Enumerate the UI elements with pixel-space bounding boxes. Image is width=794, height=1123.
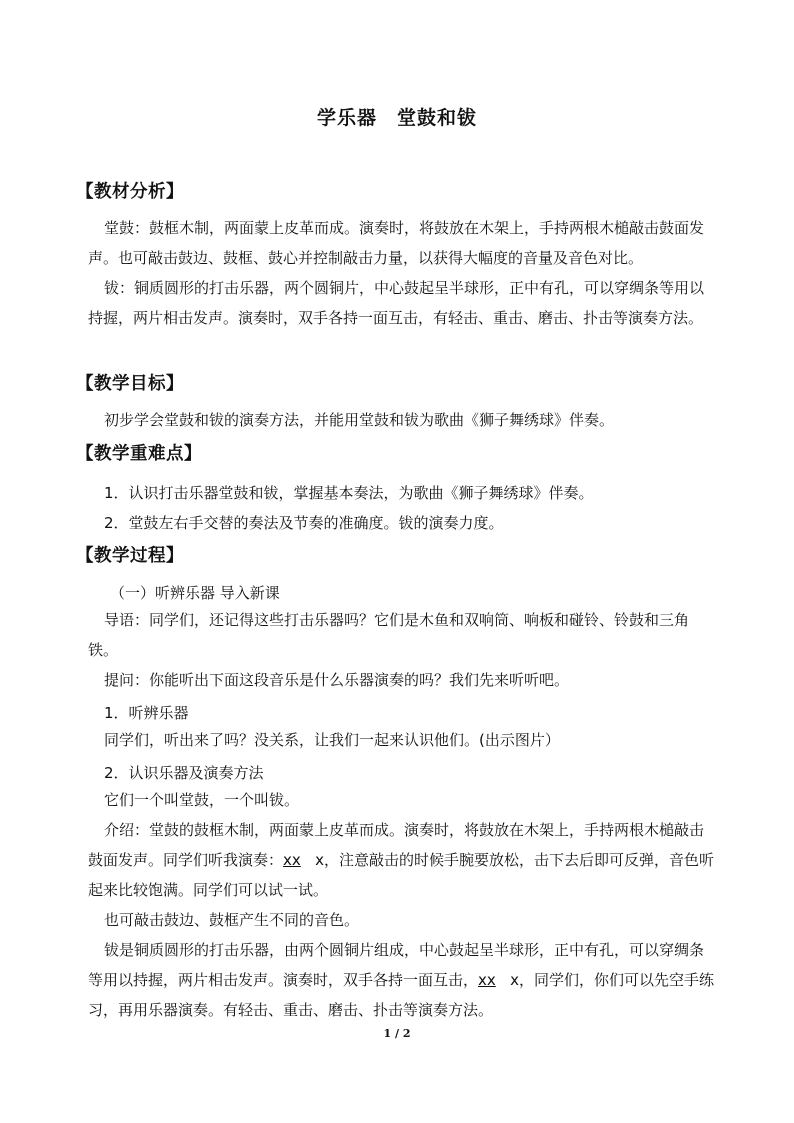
cymbal-intro-text: 钹是铜质圆形的打击乐器，由两个圆铜片组成，中心鼓起呈半球形，正中有孔，可以穿绸条等用以持握，两片相击发声。演奏时，双手各持一面互击， <box>88 941 705 989</box>
step-2-heading: 2．认识乐器及演奏方法 <box>104 764 264 782</box>
paragraph-step-1: 同学们，听出来了吗？没关系，让我们一起来认识他们。(出示图片） <box>104 731 560 749</box>
paragraph-drum-intro <box>88 815 718 905</box>
document-title: 学乐器 堂鼓和钹 <box>316 107 477 129</box>
cymbal-rhythm-eighth-notes: xx <box>478 971 496 989</box>
step-1-heading: 1．听辨乐器 <box>104 704 189 722</box>
process-subheading-1: （一）听辨乐器 导入新课 <box>110 584 280 602</box>
drum-intro-text: 介绍：堂鼓的鼓框木制，两面蒙上皮革而成。演奏时，将鼓放在木架上，手持两根木槌敲击鼓面发声。同学们听我演奏： <box>88 821 705 869</box>
drum-rhythm-quarter-note: x <box>315 851 324 869</box>
cymbal-rhythm-quarter-note: x <box>510 971 519 989</box>
key-point-item-1: 1．认识打击乐器堂鼓和钹，掌握基本奏法，为歌曲《狮子舞绣球》伴奏。 <box>104 484 594 502</box>
paragraph-goals: 初步学会堂鼓和钹的演奏方法，并能用堂鼓和钹为歌曲《狮子舞绣球》伴奏。 <box>104 411 615 429</box>
section-heading-process: 【教学过程】 <box>76 546 184 566</box>
paragraph-cymbal-description: 钹：铜质圆形的打击乐器，两个圆铜片，中心鼓起呈半球形，正中有孔，可以穿绸条等用以持握，两片相击发声。演奏时，双手各持一面互击，有轻击、重击、磨击、扑击等演奏方法。 <box>88 279 705 327</box>
paragraph-instrument-names: 它们一个叫堂鼓，一个叫钹。 <box>104 791 300 809</box>
page-number: 1 / 2 <box>383 1027 411 1040</box>
paragraph-drum-description: 堂鼓：鼓框木制，两面蒙上皮革而成。演奏时，将鼓放在木架上，手持两根木槌敲击鼓面发声。也可敲击鼓边、鼓框、鼓心并控制敲击力量，以获得大幅度的音量及音色对比。 <box>88 219 705 267</box>
paragraph-drum-edge: 也可敲击鼓边、鼓框产生不同的音色。 <box>104 911 360 929</box>
cymbal-intro-text-cont: ，同学们，你们可以先空手练习，再用乐器演奏。有轻击、重击、磨击、扑击等演奏方法。 <box>88 971 714 1019</box>
drum-rhythm-eighth-notes: xx <box>283 851 301 869</box>
section-heading-key-points: 【教学重难点】 <box>76 444 202 464</box>
key-point-item-2: 2．堂鼓左右手交替的奏法及节奏的准确度。钹的演奏力度。 <box>104 514 504 532</box>
paragraph-intro: 导语：同学们，还记得这些打击乐器吗？它们是木鱼和双响筒、响板和碰铃、铃鼓和三角铁。 <box>88 611 690 659</box>
drum-intro-text-cont: ，注意敲击的时候手腕要放松，击下去后即可反弹，音色听起来比较饱满。同学们可以试一试。 <box>88 851 714 899</box>
section-heading-analysis: 【教材分析】 <box>76 182 184 202</box>
section-heading-goals: 【教学目标】 <box>76 374 184 394</box>
paragraph-question: 提问：你能听出下面这段音乐是什么乐器演奏的吗？我们先来听听吧。 <box>104 671 570 689</box>
paragraph-cymbal-intro <box>88 935 718 1025</box>
